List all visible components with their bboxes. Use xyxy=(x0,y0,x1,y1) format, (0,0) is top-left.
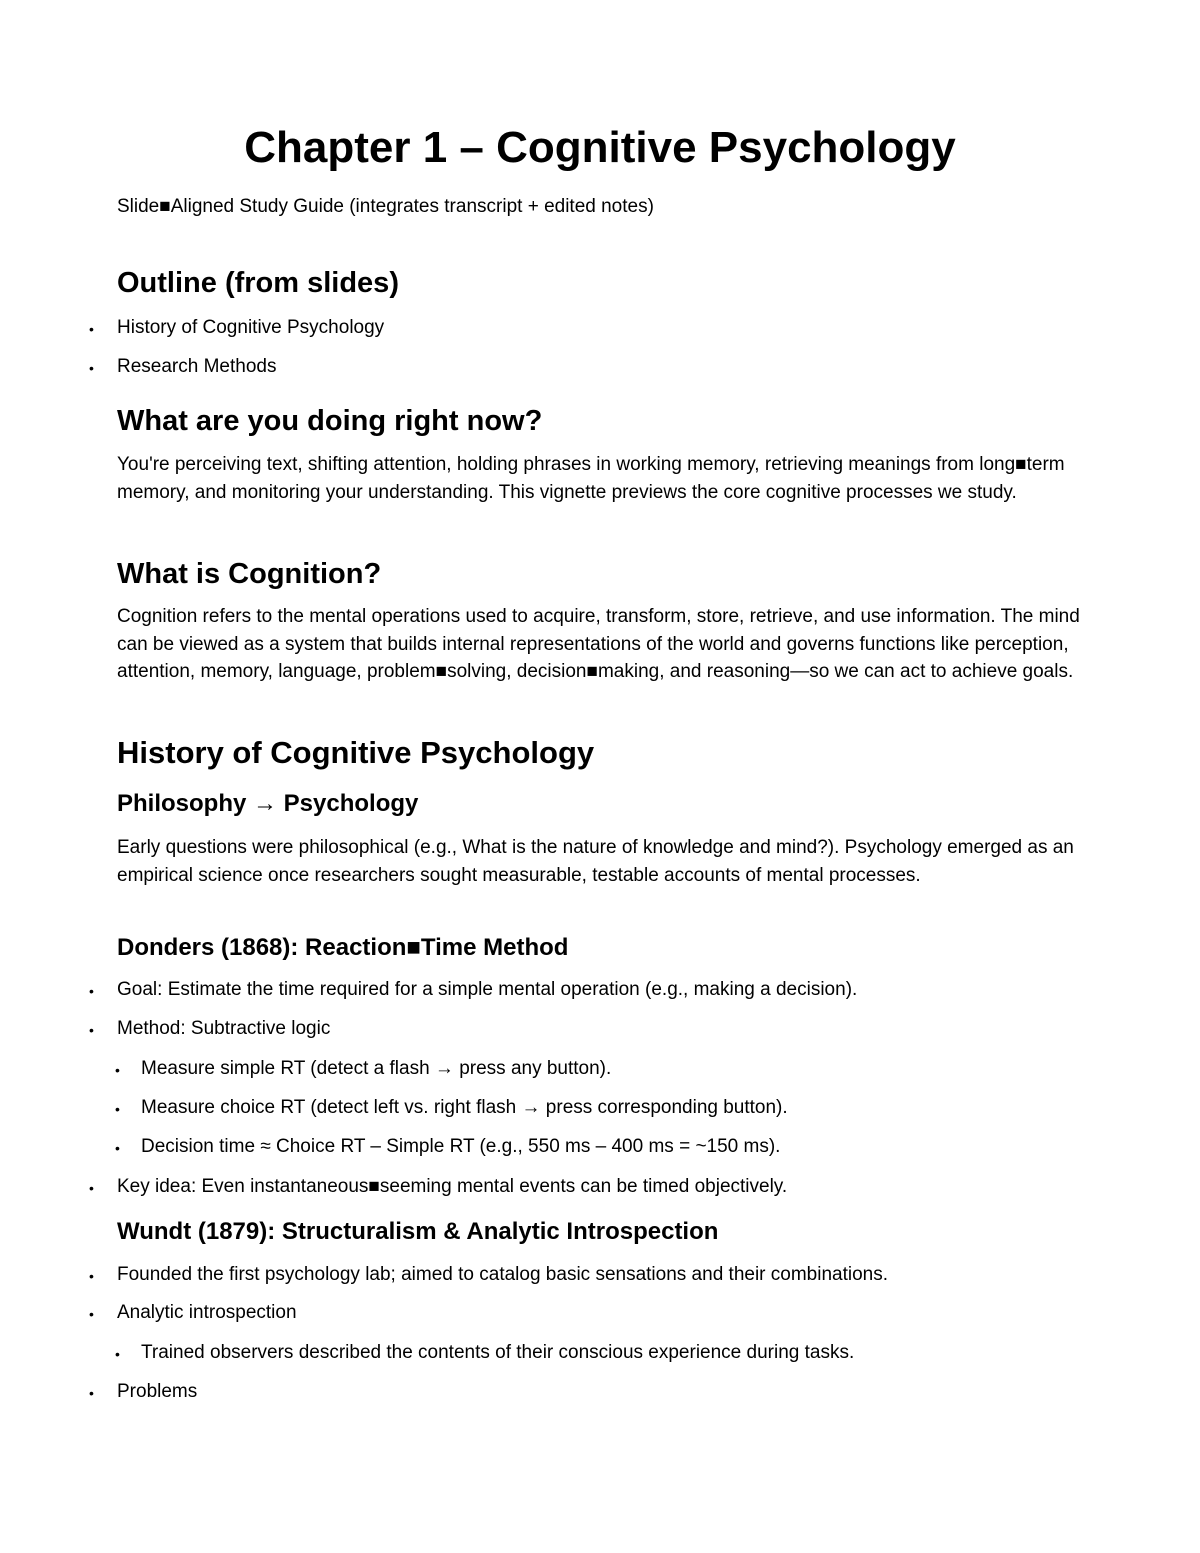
doing-now-heading: What are you doing right now? xyxy=(117,405,543,437)
outline-heading: Outline (from slides) xyxy=(117,267,399,299)
list-item: • Method: Subtractive logic xyxy=(117,1016,330,1042)
philosophy-text: Early questions were philosophical (e.g., What is the nature of knowledge and mind?). Psychology emerged as an empirical science once researchers sought measurable, testable accounts of mental processes. xyxy=(117,837,1074,886)
page-subtitle: Slide■Aligned Study Guide (integrates transcript + edited notes) xyxy=(117,196,654,217)
doing-now-text: You're perceiving text, shifting attention, holding phrases in working memory, retrieving meanings from long■term memory, and monitoring your understanding. This vignette previews the core cognitive processes we study. xyxy=(117,454,1065,503)
wundt-heading: Wundt (1879): Structuralism & Analytic Introspection xyxy=(117,1218,719,1245)
list-item: • Measure simple RT (detect a flash → press any button). xyxy=(141,1056,611,1082)
list-item: • Decision time ≈ Choice RT – Simple RT (e.g., 550 ms – 400 ms = ~150 ms). xyxy=(141,1134,780,1160)
list-item: • Goal: Estimate the time required for a simple mental operation (e.g., making a decision). xyxy=(117,977,857,1003)
page-title: Chapter 1 – Cognitive Psychology xyxy=(244,123,956,172)
list-item: • Research Methods xyxy=(117,354,276,380)
cognition-heading: What is Cognition? xyxy=(117,558,382,590)
list-item: • Key idea: Even instantaneous■seeming mental events can be timed objectively. xyxy=(117,1174,787,1200)
cognition-text: Cognition refers to the mental operations used to acquire, transform, store, retrieve, and use information. The mind can be viewed as a system that builds internal representations of the world and governs functions like perception, attention, memory, language, problem■solving, decision■making, and reasoning—so we can act to achieve goals. xyxy=(117,606,1080,682)
history-heading: History of Cognitive Psychology xyxy=(117,735,595,770)
list-item: • History of Cognitive Psychology xyxy=(117,315,384,341)
list-item: • Founded the first psychology lab; aimed to catalog basic sensations and their combinations. xyxy=(117,1262,888,1288)
philosophy-heading: Philosophy → Psychology xyxy=(117,790,419,817)
list-item: • Analytic introspection xyxy=(117,1300,297,1326)
list-item: • Measure choice RT (detect left vs. right flash → press corresponding button). xyxy=(141,1095,788,1121)
donders-heading: Donders (1868): Reaction■Time Method xyxy=(117,934,569,961)
list-item: • Trained observers described the contents of their conscious experience during tasks. xyxy=(141,1340,854,1366)
list-item: • Problems xyxy=(117,1379,197,1405)
